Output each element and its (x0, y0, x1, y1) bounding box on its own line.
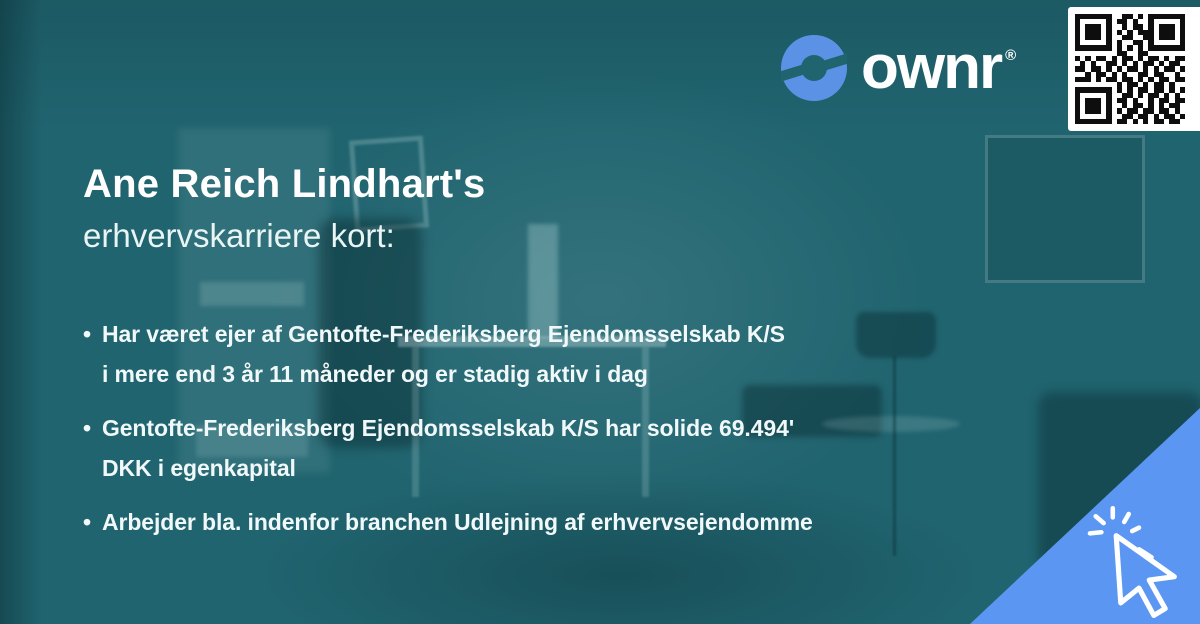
bullet-text (102, 408, 794, 488)
bullet-text (102, 314, 785, 394)
qr-grid (1075, 14, 1185, 124)
page-subtitle: erhvervskarriere kort: (83, 217, 395, 254)
bullet-line: i mere end 3 år 11 måneder og er stadig aktiv i dag (101, 361, 648, 387)
bullet-dot: • (83, 321, 91, 347)
photo-whiteboard (985, 135, 1145, 283)
bullet-text (102, 502, 813, 542)
registered-trademark-symbol: ® (1005, 46, 1017, 64)
list-item (83, 408, 1003, 488)
list-item (83, 314, 1003, 394)
ownr-logo-mark-icon (781, 35, 847, 101)
bullet-line: Gentofte-Frederiksberg Ejendomsselskab K/S har solide 69.494' (101, 415, 795, 441)
bullet-line: DKK i egenkapital (101, 455, 296, 481)
bullet-line: Har været ejer af Gentofte-Frederiksberg Ejendomsselskab K/S (101, 321, 785, 347)
career-bullet-list (83, 314, 1003, 556)
cursor-click-icon (1082, 506, 1196, 620)
bullet-line: Arbejder bla. indenfor branchen Udlejning af erhvervsejendomme (101, 509, 813, 535)
photo-shelf-binders (200, 282, 304, 306)
page-title: Ane Reich Lindhart's (83, 162, 486, 206)
qr-code (1068, 7, 1200, 131)
brand-wordmark: ownr (861, 33, 1002, 102)
list-item (83, 502, 1003, 542)
ownr-logo (781, 35, 1016, 101)
bullet-dot: • (83, 415, 91, 441)
bullet-dot: • (83, 509, 91, 535)
